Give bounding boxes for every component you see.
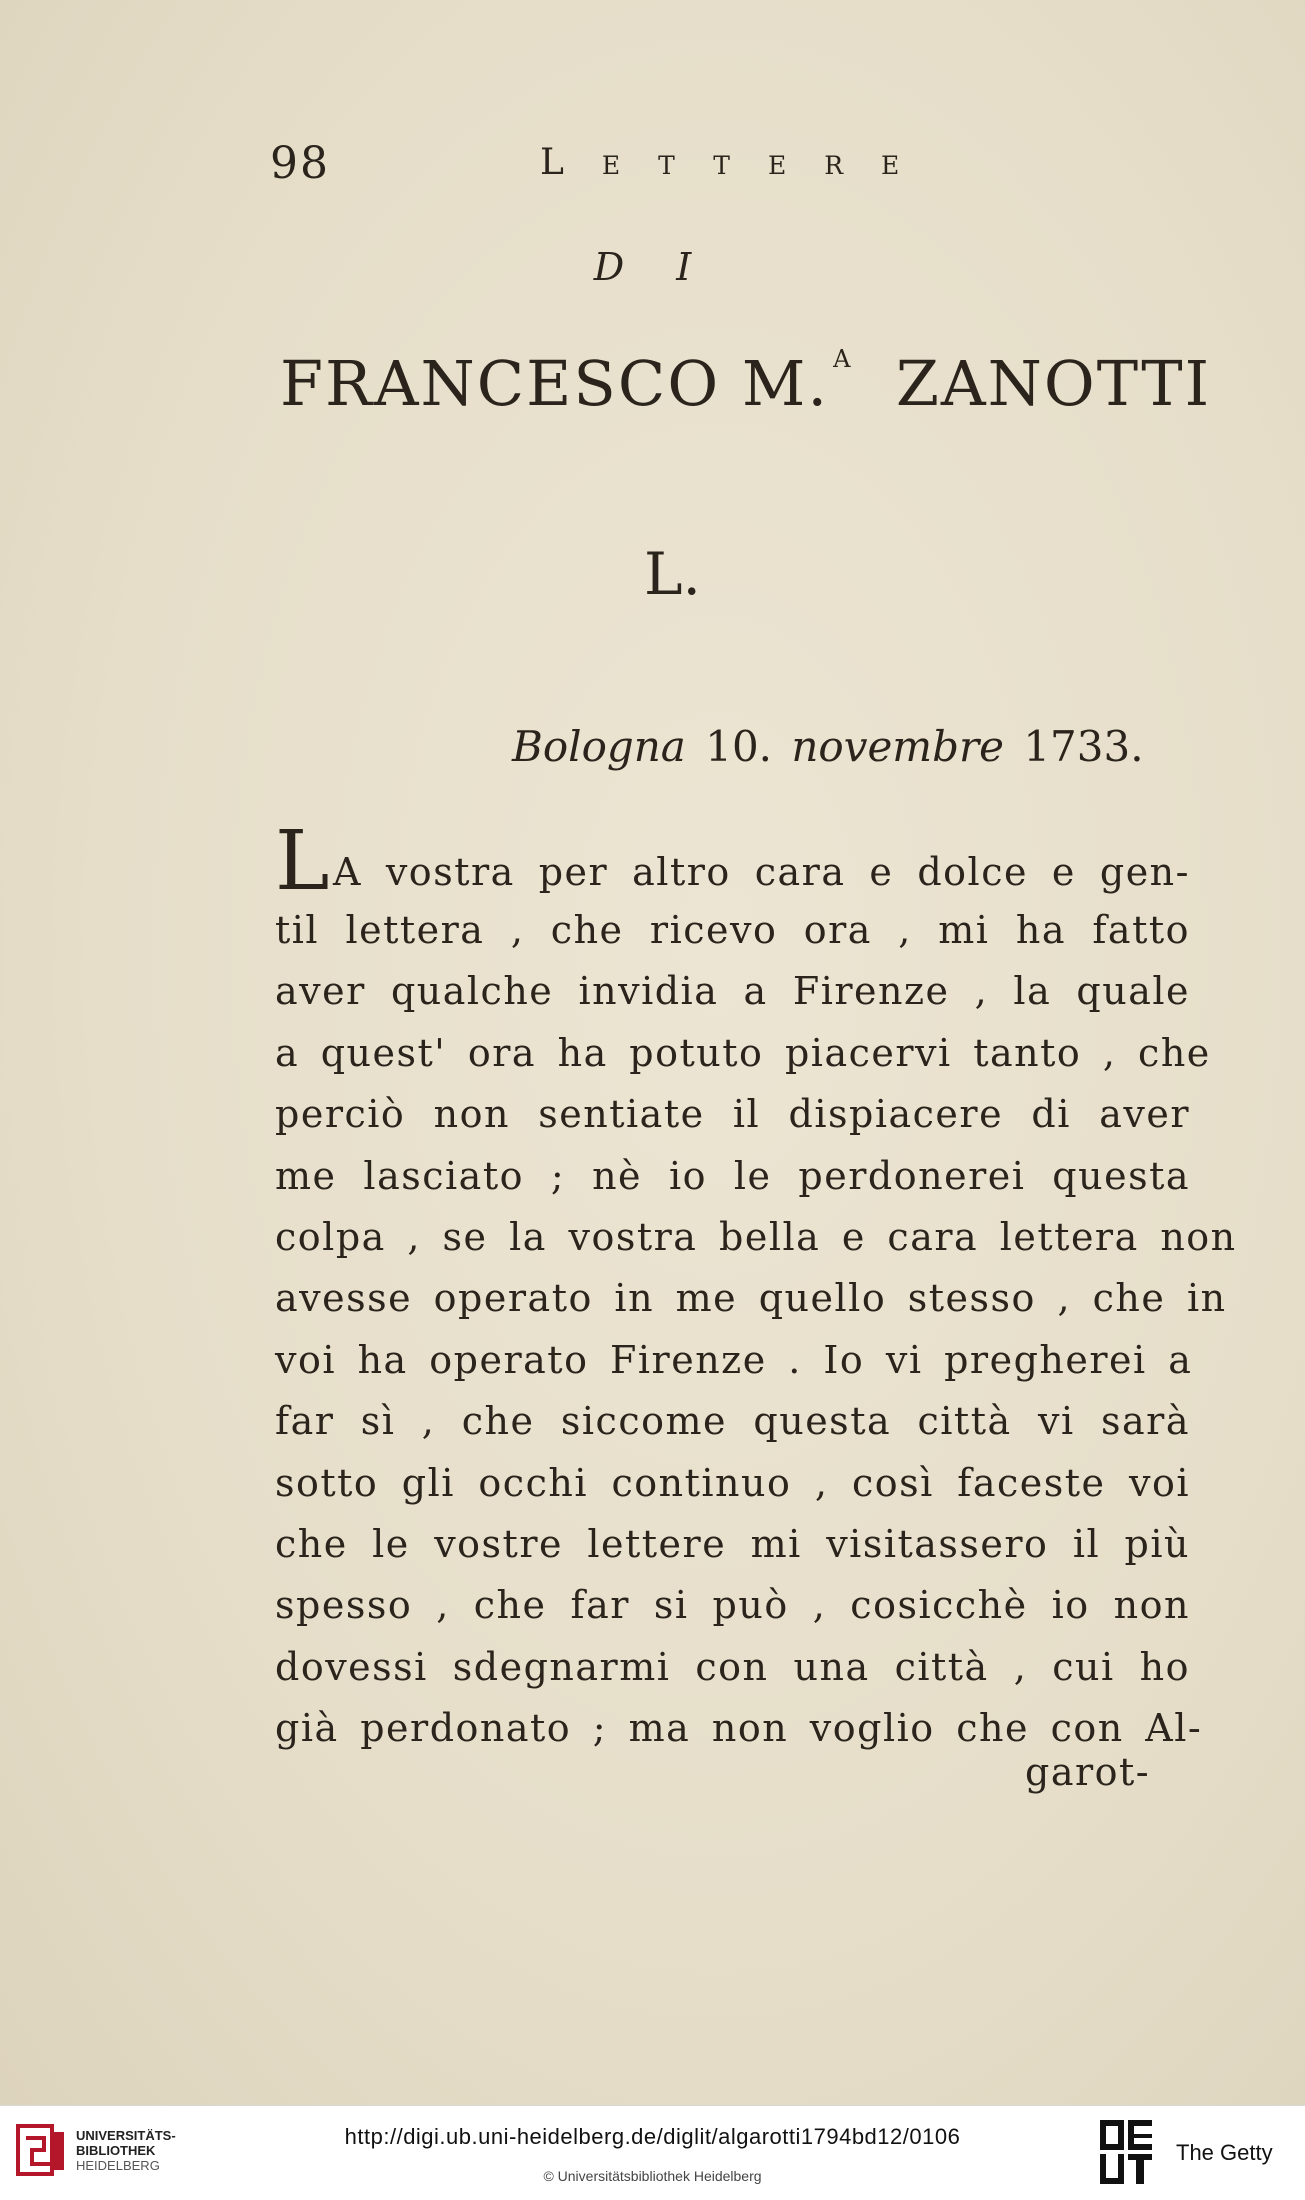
body-line: dovessi sdegnarmi con una città , cui ho bbox=[275, 1644, 1190, 1689]
library-name-line2: BIBLIOTHEK bbox=[76, 2143, 156, 2158]
body-line: a quest' ora ha potuto piacervi tanto , che bbox=[275, 1030, 1211, 1075]
dateline-year: 1733. bbox=[1023, 722, 1144, 771]
dateline bbox=[512, 722, 1144, 771]
library-name-line1: UNIVERSITÄTS- bbox=[76, 2128, 176, 2143]
library-name-line3: HEIDELBERG bbox=[76, 2158, 160, 2173]
body-line: che le vostre lettere mi visitassero il più bbox=[275, 1521, 1190, 1566]
body-line bbox=[275, 814, 1190, 909]
permalink-url[interactable]: http://digi.ub.uni-heidelberg.de/diglit/algarotti1794bd12/0106 bbox=[344, 2124, 961, 2149]
body-line: me lasciato ; nè io le perdonerei questa bbox=[275, 1153, 1190, 1198]
getty-logo-icon bbox=[1098, 2118, 1154, 2188]
viewer-footer bbox=[0, 2105, 1305, 2200]
body-line: til lettera , che ricevo ora , mi ha fatto bbox=[275, 908, 1190, 952]
body-line: colpa , se la vostra bella e cara lettera non bbox=[275, 1214, 1237, 1259]
body-line: perciò non sentiate il dispiacere di aver bbox=[275, 1092, 1190, 1137]
author-superscript: A bbox=[833, 345, 853, 373]
body-line: aver qualche invidia a Firenze , la quale bbox=[275, 969, 1190, 1014]
author-name-part1: FRANCESCO M. bbox=[280, 347, 830, 420]
dateline-month: novembre bbox=[791, 722, 1004, 771]
body-line: già perdonato ; ma non voglio che con Al- bbox=[275, 1706, 1203, 1751]
dateline-place: Bologna bbox=[512, 722, 686, 771]
body-line-text: A vostra per altro cara e dolce e gen- bbox=[332, 850, 1190, 894]
dateline-day: 10. bbox=[705, 722, 773, 771]
body-line: far sì , che siccome questa città vi sarà bbox=[275, 1399, 1190, 1444]
partner-name: The Getty bbox=[1176, 2140, 1273, 2165]
running-title: Lettere bbox=[540, 142, 938, 183]
body-line: sotto gli occhi continuo , così faceste voi bbox=[275, 1460, 1190, 1505]
copyright-notice: © Universitätsbibliothek Heidelberg bbox=[543, 2168, 762, 2184]
author-heading bbox=[280, 345, 1212, 420]
di-label: D I bbox=[593, 245, 712, 289]
letter-numeral: L. bbox=[644, 540, 701, 608]
body-line: avesse operato in me quello stesso , che in bbox=[275, 1276, 1227, 1321]
body-line: spesso , che far si può , cosicchè io non bbox=[275, 1583, 1190, 1628]
catchword: garot- bbox=[1025, 1750, 1151, 1794]
author-name-part2: ZANOTTI bbox=[895, 347, 1212, 420]
letter-body bbox=[275, 814, 1237, 1759]
body-line: voi ha operato Firenze . Io vi pregherei a bbox=[275, 1337, 1193, 1382]
drop-cap: L bbox=[275, 814, 331, 909]
running-head bbox=[270, 138, 970, 198]
page-number: 98 bbox=[270, 138, 330, 189]
